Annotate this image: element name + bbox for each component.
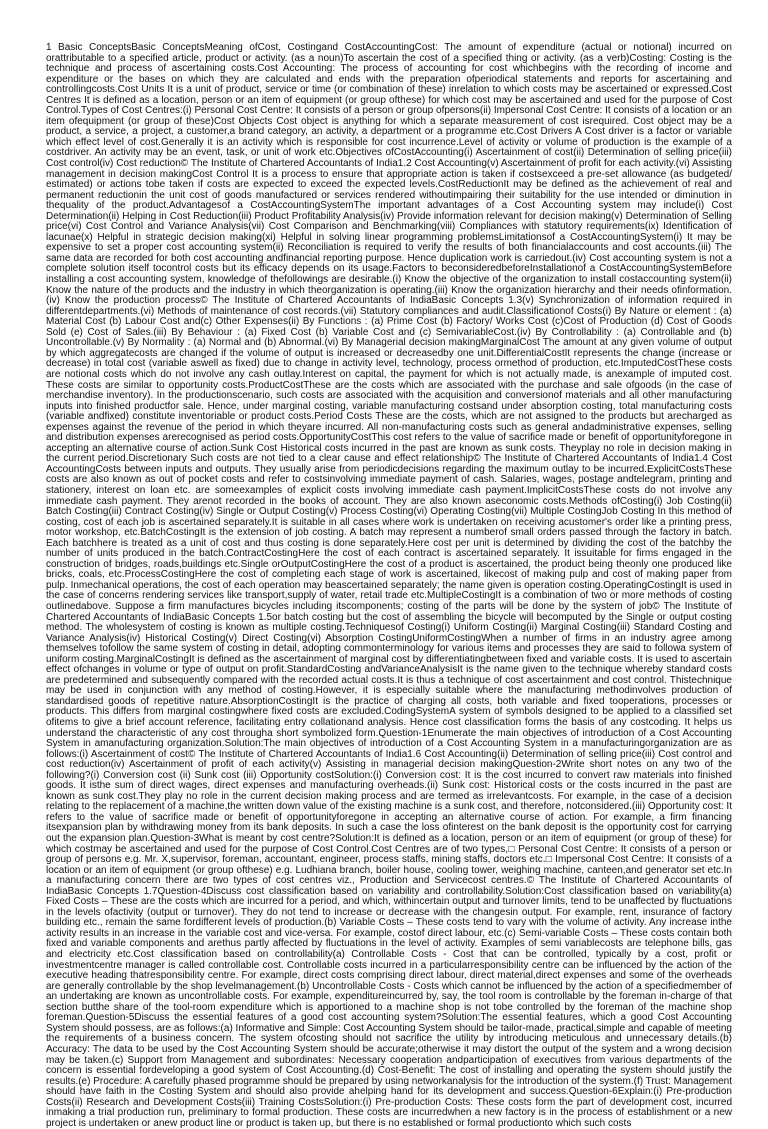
- document-body-text: 1 Basic ConceptsBasic ConceptsMeaning ofCost, Costingand CostAccountingCost: The amount of expenditure (actual or notional) incurred on orattributable to a specified article, product or activity. (as a noun)To ascertain the cost of a specified thing or activity. (as a verb)Costing: Costing is the technique and process of ascertaining costs.Cost Accounting: The process of accounting for cost whichbegins with the recording of income and expenditure or the bases on which they are calculated and ends with the preparation ofperiodical statements and reports for ascertaining and controllingcosts.Cost Units It is a unit of product, service or time (or combination of these) inrelation to which costs may be ascertained or expressed.Cost Centres It is defined as a location, person or an item of equipment (or group ofthese) for which cost may be ascertained and used for the purpose of Cost Control.Types of Cost Centres:(i) Personal Cost Centre: It consists of a person or group ofpersons(ii) Impersonal Cost Centre: It consists of a location or an item ofequipment (or group of these)Cost Objects Cost object is anything for which a separate measurement of cost isrequired. Cost object may be a product, a service, a project, a customer,a brand category, an activity, a department or a programme etc.Cost Drivers A Cost driver is a factor or variable which effect level of cost.Generally it is an activity which is responsible for cost incurrence.Level of activity or volume of production is the example of a costdriver. An activity may be an event, task, or unit of work etc.Objectives ofCostAccounting(i) Ascertainment of cost(ii) Determination of selling price(iii) Cost control(iv) Cost reduction© The Institute of Chartered Accountants of India1.2 Cost Accounting(v) Ascertainment of profit for each activity.(vi) Assisting management in decision makingCost Control It is a process to ensure that appropriate action is taken if costsexceed a pre-set allowance (as budgeted/ estimated) or actions tobe taken if costs are expected to exceed the expected levels.CostReductionIt may be defined as the achievement of real and permanent reductionin the unit cost of goods manufactured or services rendered withoutimpairing their suitability for the use intended or diminution in thequality of the product.Advantagesof a CostAccountingSystemThe important advantages of a Cost Accounting system may include(i) Cost Determination(ii) Helping in Cost Reduction(iii) Product Profitability Analysis(iv) Provide information relevant for decision making(v) Determination of Selling price(vi) Cost Control and Variance Analysis(vii) Cost Comparison and Benchmarking(viii) Compliances with statutory requirements(ix) Identification of lacunae(x) Helpful in strategic decision making(xi) Helpful in solving linear programming problemsLimitationsof a CostAccountingSystem(i) It may be expensive to set a proper cost accounting system(ii) Reconciliation is required to verify the results of both financialaccounts and cost accounts.(iii) The same data are recorded for both cost accounting andfinancial reporting purpose. Hence duplication work is carriedout.(iv) Cost accounting system is not a complete solution itself tocontrol costs but its efficacy depends on its usage.Factors to beconsideredbeforeInstallationof a CostAccountingSystemBefore installing a cost accounting system, knowledge of thefollowings are desirable.(i) Know the objective of the organization to install costaccounting system(ii) Know the nature of the products and the industry in which theorganization is operating.(iii) Know the organization hierarchy and their needs ofinformation.(iv) Know the production process© The Institute of Chartered Accountants of IndiaBasic Concepts 1.3(v) Synchronization of information required in differentdepartments.(vi) Methods of maintenance of cost records.(vii) Statutory compliances and audit.Classificationof Costs(i) By Nature or element : (a) Material Cost (b) Labour Cost and(c) Other Expenses(ii) By Functions : (a) Prime Cost (b) Factory/ Works Cost (c)Cost of Production (d) Cost of Goods Sold (e) Cost of Sales.(iii) By Behaviour : (a) Fixed Cost (b) Variable Cost and (c) SemivariableCost.(iv) By Controllability : (a) Controllable and (b) Uncontrollable.(v) By Normality : (a) Normal and (b) Abnormal.(vi) By Managerial decision makingMarginalCost The amount at any given volume of output by which aggregatecosts are changed if the volume of output is increased or decreasedby one unit.DifferentialCostIt represents the change (increase or decrease) in total cost (variable aswell as fixed) due to change in activity level, technology, process ormethod of production, etc.ImputedCostThese costs are notional costs which do not involve any cash outlay.Interest on capital, the payment for which is not actually made, is anexample of imputed cost. These costs are similar to opportunity costs.ProductCostThese are the costs which are associated with the purchase and sale ofgoods (in the case of merchandise inventory). In the productionscenario, such costs are associated with the acquisition and conversionof materials and all other manufacturing inputs into finished productfor sale. Hence, under marginal costing, variable manufacturing costsand under absorption costing, total manufacturing costs (variable andfixed) constitute inventoriable or product costs.Period Costs These are the costs, which are not assigned to the products but arecharged as expenses against the revenue of the period in which theyare incurred. All non-manufacturing costs such as general andadministrative expenses, selling and distribution expenses arerecognised as period costs.OpportunityCostThis cost refers to the value of sacrifice made or benefit of opportunityforegone in accepting an alternative course of action.Sunk Cost Historical costs incurred in the past are known as sunk costs. Theyplay no role in decision making in the current period.Discretionary Such costs are not tied to a clear cause and effect relationship© The Institute of Chartered Accountants of India1.4 Cost AccountingCosts between inputs and outputs. They usually arise from periodicdecisions regarding the maximum outlay to be incurred.ExplicitCostsThese costs are also known as out of pocket costs and refer to costsinvolving immediate payment of cash. Salaries, wages, postage andtelegram, printing and stationery, interest on loan etc. are someexamples of explicit costs involving immediate cash payment.ImplicitCostsThese costs do not involve any immediate cash payment. They arenot recorded in the books of account. They are also known aseconomic costs.Methods ofCosting(i) Job Costing(ii) Batch Costing(iii) Contract Costing(iv) Single or Output Costing(v) Process Costing(vi) Operating Costing(vii) Multiple CostingJob Costing In this method of costing, cost of each job is ascertained separately.It is suitable in all cases where work is undertaken on receiving acustomer's order like a printing press, motor workshop, etc.BatchCostingIt is the extension of job costing. A batch may represent a numberof small orders passed through the factory in batch. Each batchhere is treated as a unit of cost and thus costing is done separately.Here cost per unit is determined by dividing the cost of the batchby the number of units produced in the batch.ContractCostingHere the cost of each contract is ascertained separately. It issuitable for firms engaged in the construction of bridges, roads,buildings etc.Single orOutputCostingHere the cost of a product is ascertained, the product being theonly one produced like bricks, coals, etc.ProcessCostingHere the cost of completing each stage of work is ascertained, likecost of making pulp and cost of making paper from pulp. Inmechanical operations, the cost of each operation may beascertained separately; the name given is operation costing.OperatingCostingIt is used in the case of concerns rendering services like transport,supply of water, retail trade etc.MultipleCostingIt is a combination of two or more methods of costing outlinedabove. Suppose a firm manufactures bicycles including itscomponents; costing of the parts will be done by the system of job© The Institute of Chartered Accountants of IndiaBasic Concepts 1.5or batch costing but the cost of assembling the bicycle will becomputed by the Single or output costing method. The wholesystem of costing is known as multiple costing.Techniquesof Costing(i) Uniform Costing(ii) Marginal Costing(iii) Standard Costing and Variance Analysis(iv) Historical Costing(v) Direct Costing(vi) Absorption CostingUniformCostingWhen a number of firms in an industry agree among themselves tofollow the same system of costing in detail, adopting commonterminology for various items and processes they are said to followa system of uniform costing.MarginalCostingIt is defined as the ascertainment of marginal cost by differentiatingbetween fixed and variable costs. It is used to ascertain effect ofchanges in volume or type of output on profit.StandardCosting andVarianceAnalysisIt is the name given to the technique whereby standard costs are predetermined and subsequently compared with the recorded actual costs.It is thus a technique of cost ascertainment and cost control. Thistechnique may be used in conjunction with any method of costing.However, it is especially suitable where the manufacturing methodinvolves production of standardised goods of repetitive nature.AbsorptionCostingIt is the practice of charging all costs, both variable and fixed tooperations, processes or products. This differs from marginal costingwhere fixed costs are excluded.CodingSystemA system of symbols designed to be applied to a classified set ofitems to give a brief account reference, facilitating entry collationand analysis. Hence cost classification forms the basis of any costcoding. It helps us understand the characteristic of any cost througha short symbolized form.Question-1Enumerate the main objectives of introduction of a Cost Accounting System in amanufacturing organization.Solution:The main objectives of introduction of a Cost Accounting System in a manufacturingorganization are as follows:(i) Ascertainment of cost© The Institute of Chartered Accountants of India1.6 Cost Accounting(ii) Determination of selling price(iii) Cost control and cost reduction(iv) Ascertainment of profit of each activity(v) Assisting in managerial decision makingQuestion-2Write short notes on any two of the following?(i) Conversion cost (ii) Sunk cost (iii) Opportunity costSolution:(i) Conversion cost: It is the cost incurred to convert raw materials into finished goods. It isthe sum of direct wages, direct expenses and manufacturing overheads.(ii) Sunk cost: Historical costs or the costs incurred in the past are known as sunk cost.They play no role in the current decision making process and are termed as irrelevantcosts. For example, in the case of a decision relating to the replacement of a machine,the written down value of the existing machine is a sunk cost, and therefore, notconsidered.(iii) Opportunity cost: It refers to the value of sacrifice made or benefit of opportunityforegone in accepting an alternative course of action. For example, a firm financing itsexpansion plan by withdrawing money from its bank deposits. In such a case the loss ofinterest on the bank deposit is the opportunity cost for carrying out the expansion plan.Question-3What is meant by cost centre?Solution:It is defined as a location, person or an item of equipment (or group of these) for which costmay be ascertained and used for the purpose of Cost Control.Cost Centres are of two types,□ Personal Cost Centre: It consists of a person or group of persons e.g. Mr. X,supervisor, foreman, accountant, engineer, process staffs, mining staffs, doctors etc.□ Impersonal Cost Centre: It consists of a location or an item of equipment (or group ofthese) e.g. Ludhiana branch, boiler house, cooling tower, weighing machine, canteen,and generator set etc.In a manufacturing concern there are two types of cost centres viz., Production and Servicecost centres.© The Institute of Chartered Accountants of IndiaBasic Concepts 1.7Question-4Discuss cost classification based on variability and controllability.Solution:Cost classification based on variability(a) Fixed Costs – These are the costs which are incurred for a period, and which, withincertain output and turnover limits, tend to be unaffected by fluctuations in the levels ofactivity (output or turnover). They do not tend to increase or decrease with the changesin output. For example, rent, insurance of factory building etc., remain the same fordifferent levels of production.(b) Variable Costs – These costs tend to vary with the volume of activity. Any increase inthe activity results in an increase in the variable cost and vice-versa. For example, costof direct labour, etc.(c) Semi-variable Costs – These costs contain both fixed and variable components and arethus partly affected by fluctuations in the level of activity. Examples of semi variablecosts are telephone bills, gas and electricity etc.Cost classification based on controllability(a) Controllable Costs - Cost that can be controlled, typically by a cost, profit or investmentcentre manager is called controllable cost. Controllable costs incurred in a particularresponsibility centre can be influenced by the action of the executive heading thatresponsibility centre. For example, direct costs comprising direct labour, direct material,direct expenses and some of the overheads are generally controllable by the shop levelmanagement.(b) Uncontrollable Costs - Costs which cannot be influenced by the action of a specifiedmember of an undertaking are known as uncontrollable costs. For example, expenditureincurred by, say, the tool room is controllable by the foreman in-charge of that section butthe share of the tool-room expenditure which is apportioned to a machine shop is not tobe controlled by the foreman of the machine shop foreman.Question-5Discuss the essential features of a good cost accounting system?Solution:The essential features, which a good Cost Accounting System should possess, are as follows:(a) Informative and Simple: Cost Accounting System should be tailor-made, practical,simple and capable of meeting the requirements of a business concern. The system ofcosting should not sacrifice the utility by introducing meticulous and unnecessary details.(b) Accuracy: The data to be used by the Cost Accounting System should be accurate;otherwise it may distort the output of the system and a wrong decision may be taken.(c) Support from Management and subordinates: Necessary cooperation andparticipation of executives from various departments of the concern is essential fordeveloping a good system of Cost Accounting.(d) Cost-Benefit: The cost of installing and operating the system should justify the results.(e) Procedure: A carefully phased programme should be prepared by using networkanalysis for the introduction of the system.(f) Trust: Management should have faith in the Costing System and should also provide ahelping hand for its development and success.Question-6Explain:(i) Pre-production Costs(ii) Research and Development Costs(iii) Training CostsSolution:(i) Pre-production Costs: These costs form the part of development cost, incurred inmaking a trial production run, preliminary to formal production. These costs are incurredwhen a new factory is in the process of establishment or a new project is undertaken or anew product line or product is taken up, but there is no established or formal productionto which such costs: [46, 42, 732, 1129]
